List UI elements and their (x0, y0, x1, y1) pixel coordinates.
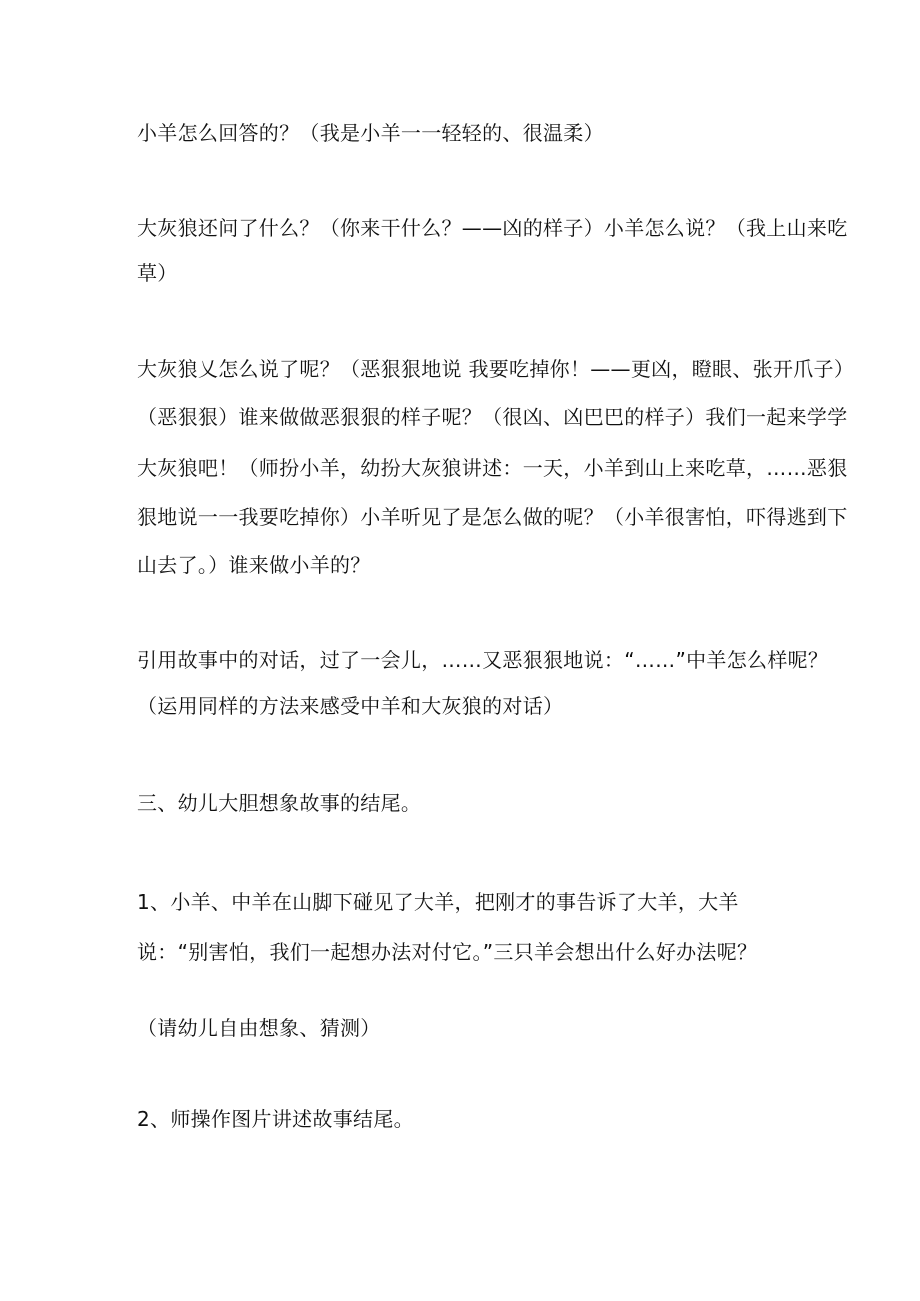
list-item: 1、小羊、中羊在山脚下碰见了大羊，把刚才的事告诉了大羊，大羊 (137, 890, 739, 914)
text-line: 小羊怎么回答的？（我是小羊一一轻轻的、很温柔） (137, 121, 604, 145)
text-line: 山去了。）谁来做小羊的？ (137, 553, 371, 577)
text-line: 大灰狼还问了什么？（你来干什么？——凶的样子）小羊怎么说？（我上山来吃 (137, 216, 848, 240)
text-line: 大灰狼吧！（师扮小羊，幼扮大灰狼讲述：一天，小羊到山上来吃草，……恶狠 (137, 456, 848, 480)
list-item: 2、师操作图片讲述故事结尾。 (137, 1107, 414, 1131)
text-line: （运用同样的方法来感受中羊和大灰狼的对话） (137, 694, 564, 718)
text-line: （请幼儿自由想象、猜测） (137, 1016, 381, 1040)
text-line: 狠地说一一我要吃掉你）小羊听见了是怎么做的呢？（小羊很害怕，吓得逃到下 (137, 505, 848, 529)
section-heading: 三、幼儿大胆想象故事的结尾。 (137, 791, 422, 815)
text-line: 草） (137, 261, 178, 285)
text-line: 引用故事中的对话，过了一会儿，……又恶狠狠地说：“……”中羊怎么样呢？ (137, 648, 829, 672)
text-line: 大灰狼乂怎么说了呢？（恶狠狠地说 我要吃掉你！——更凶，瞪眼、张开爪子） (137, 357, 855, 381)
text-line: （恶狠狠）谁来做做恶狠狠的样子呢？（很凶、凶巴巴的样子）我们一起来学学 (137, 405, 848, 429)
text-line: 说：“别害怕，我们一起想办法对付它。”三只羊会想出什么好办法呢？ (137, 940, 758, 964)
